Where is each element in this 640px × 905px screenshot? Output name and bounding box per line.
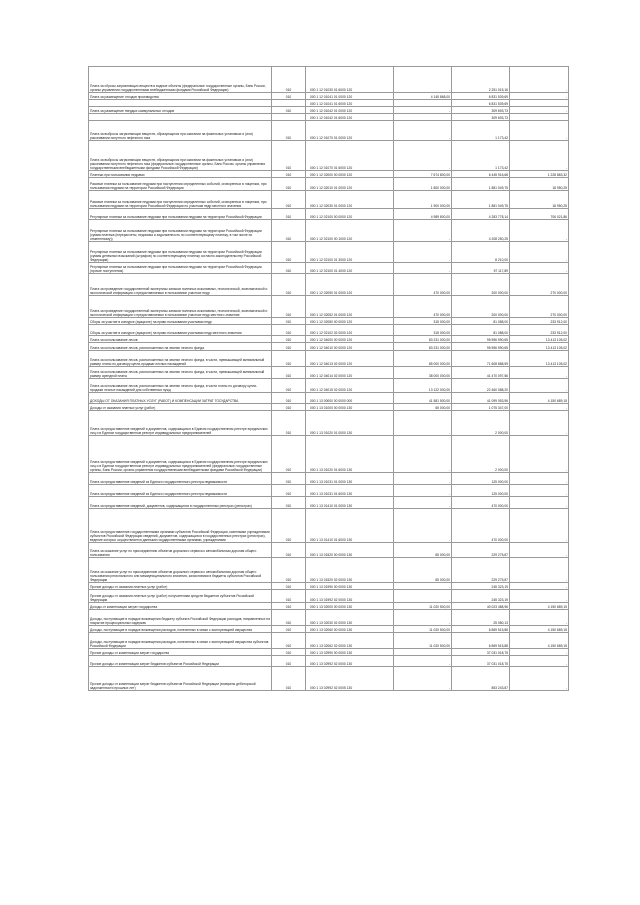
row-name-cell: Плата за предоставление государственными органами субъектов Российской Федерации, казенными учреждениями субъектов Российской Федерации сведений, документов, содержащихся в государственных реестрах (регистрах), ведение которых осуществляется данными государственными органами, учреждениями bbox=[89, 509, 272, 543]
row-plan-cell: - bbox=[394, 67, 452, 93]
row-name-cell: Разовые платежи за пользование недрами при наступлении определенных событий, оговоренных в лицензии, при пользовании недрами на территории Российской Федерации по участкам недр местного значения bbox=[89, 191, 272, 209]
row-left-cell: 270 000,00 bbox=[510, 296, 569, 318]
row-kbk-cell: 000 1 13 00000 00 0000 000 bbox=[306, 393, 394, 404]
row-left-cell: - bbox=[510, 473, 569, 485]
row-name-cell bbox=[89, 100, 272, 107]
table-row bbox=[89, 367, 569, 379]
row-code-cell: 010 bbox=[272, 558, 306, 583]
row-done-cell: 4 283 778,14 bbox=[452, 209, 510, 220]
row-left-cell: - bbox=[510, 543, 569, 558]
row-kbk-cell: 000 1 12 01041 01 6000 120 bbox=[306, 100, 394, 107]
row-plan-cell: - bbox=[394, 220, 452, 242]
row-code-cell: 010 bbox=[272, 325, 306, 336]
table-row bbox=[89, 343, 569, 351]
row-plan-cell: 83 231 000,00 bbox=[394, 343, 452, 351]
row-name-cell: Плата за выбросы загрязняющих веществ, образующихся при сжигании на факельных установках и (или) рассеивании попутного нефтяного газа bbox=[89, 121, 272, 141]
row-left-cell: - bbox=[510, 67, 569, 93]
table-row bbox=[89, 436, 569, 473]
row-done-cell: 22 460 088,20 bbox=[452, 379, 510, 393]
row-plan-cell: - bbox=[394, 583, 452, 590]
row-kbk-cell: 000 1 13 01031 01 0000 130 bbox=[306, 473, 394, 485]
table-row bbox=[89, 393, 569, 404]
row-done-cell: 1 881 049,75 bbox=[452, 178, 510, 191]
row-code-cell: 010 bbox=[272, 436, 306, 473]
row-plan-cell: 13 122 000,00 bbox=[394, 379, 452, 393]
row-plan-cell: 4 145 868,00 bbox=[394, 93, 452, 100]
row-left-cell: - bbox=[510, 583, 569, 590]
row-code-cell: 010 bbox=[272, 296, 306, 318]
row-code-cell: 010 bbox=[272, 343, 306, 351]
row-kbk-cell: 000 1 13 01990 00 0000 130 bbox=[306, 583, 394, 590]
row-left-cell: - bbox=[510, 667, 569, 691]
row-kbk-cell: 000 1 13 01992 02 0000 130 bbox=[306, 590, 394, 603]
row-plan-cell bbox=[394, 100, 452, 107]
row-plan-cell: 1 800 000,00 bbox=[394, 178, 452, 191]
row-name-cell: Плата за использование лесов, расположенных на землях лесного фонда, в части, превышающей минимальный размер арендной платы bbox=[89, 367, 272, 379]
row-plan-cell: 65 000,00 bbox=[394, 543, 452, 558]
table-row bbox=[89, 411, 569, 436]
row-plan-cell: - bbox=[394, 141, 452, 171]
row-code-cell: 010 bbox=[272, 485, 306, 497]
row-plan-cell: 315 000,00 bbox=[394, 325, 452, 336]
row-code-cell: 010 bbox=[272, 336, 306, 343]
table-row bbox=[89, 626, 569, 633]
row-code-cell: 010 bbox=[272, 473, 306, 485]
row-done-cell: 41 099 053,96 bbox=[452, 393, 510, 404]
row-left-cell: 1 228 883,32 bbox=[510, 171, 569, 178]
table-row bbox=[89, 558, 569, 583]
row-left-cell: 4 150 689,15 bbox=[510, 603, 569, 610]
row-plan-cell: - bbox=[394, 107, 452, 114]
row-name-cell: Регулярные платежи за пользование недрами при пользовании недрами на территории Российской Федерации (сумма платежа (перерасчеты, недоимка и задолженность по соответствующему платежу, в том числе по отмененному)) bbox=[89, 220, 272, 242]
row-plan-cell: - bbox=[394, 485, 452, 497]
row-done-cell: 125 000,00 bbox=[452, 473, 510, 485]
row-kbk-cell: 000 1 12 04000 00 0000 120 bbox=[306, 336, 394, 343]
row-kbk-cell: 000 1 13 01410 01 6000 130 bbox=[306, 509, 394, 543]
row-code-cell: 010 bbox=[272, 191, 306, 209]
row-done-cell: 309 693,73 bbox=[452, 107, 510, 114]
row-done-cell: 4 208 250,25 bbox=[452, 220, 510, 242]
table-row bbox=[89, 242, 569, 263]
row-name-cell: Плата за предоставление сведений из Единого государственного реестра недвижимости bbox=[89, 473, 272, 485]
row-kbk-cell: 000 1 12 02100 01 4000 120 bbox=[306, 263, 394, 274]
row-kbk-cell: 000 1 13 01520 00 0000 130 bbox=[306, 543, 394, 558]
table-row bbox=[89, 296, 569, 318]
row-plan-cell: - bbox=[394, 656, 452, 667]
row-code-cell: 010 bbox=[272, 141, 306, 171]
row-plan-cell: 11 020 500,00 bbox=[394, 626, 452, 633]
table-row bbox=[89, 351, 569, 367]
row-code-cell: 010 bbox=[272, 351, 306, 367]
row-left-cell: 233 912,00 bbox=[510, 325, 569, 336]
row-kbk-cell: 000 1 13 01031 01 6000 130 bbox=[306, 485, 394, 497]
row-name-cell: Плата за использование лесов bbox=[89, 336, 272, 343]
row-name-cell: Плата за предоставление сведений, документов, содержащихся в государственных реестрах (регистрах) bbox=[89, 497, 272, 509]
table-row bbox=[89, 93, 569, 100]
row-name-cell: Прочие доходы от оказания платных услуг (работ) bbox=[89, 583, 272, 590]
row-code-cell: 010 bbox=[272, 67, 306, 93]
row-done-cell: 229 275,87 bbox=[452, 543, 510, 558]
row-name-cell: Плата за выбросы загрязняющих веществ, образующихся при сжигании на факельных установках и (или) рассеивании попутного нефтяного газа (федеральные государственные органы, Банк России, органы управления государственными внебюджетными фондами Российской Федерации) bbox=[89, 141, 272, 171]
row-name-cell: Прочие доходы от компенсации затрат бюджетов субъектов Российской Федерации (возвраты дебиторской задолженности прошлых лет) bbox=[89, 667, 272, 691]
row-kbk-cell: 000 1 12 02000 00 0000 120 bbox=[306, 171, 394, 178]
row-done-cell: 71 608 888,59 bbox=[452, 351, 510, 367]
row-name-cell: Регулярные платежи за пользование недрами при пользовании недрами на территории Российской Федерации (суммы денежных взысканий (штрафов) по соответствующему платежу согласно законодательству Российской Федерации) bbox=[89, 242, 272, 263]
table-row bbox=[89, 603, 569, 610]
table-row bbox=[89, 497, 569, 509]
row-kbk-cell: 000 1 13 01520 02 0000 130 bbox=[306, 558, 394, 583]
row-plan-cell: 65 000,00 bbox=[394, 404, 452, 411]
row-left-cell: 233 912,00 bbox=[510, 318, 569, 325]
table-row bbox=[89, 379, 569, 393]
table-row bbox=[89, 325, 569, 336]
row-done-cell: 81 088,00 bbox=[452, 325, 510, 336]
row-code-cell: 010 bbox=[272, 583, 306, 590]
row-plan-cell: - bbox=[394, 610, 452, 626]
row-name-cell: Плата за проведение государственной экспертизы запасов полезных ископаемых, геологической, экономической и экологической информации о предоставляемых в пользование участках недр bbox=[89, 274, 272, 296]
row-code-cell: 010 bbox=[272, 667, 306, 691]
row-done-cell: 41 470 097,56 bbox=[452, 367, 510, 379]
table-row bbox=[89, 274, 569, 296]
row-left-cell: 4 150 689,15 bbox=[510, 393, 569, 404]
row-code-cell: 010 bbox=[272, 590, 306, 603]
row-code-cell: 010 bbox=[272, 274, 306, 296]
row-kbk-cell: 000 1 12 02052 01 0000 120 bbox=[306, 296, 394, 318]
row-plan-cell: 65 000,00 bbox=[394, 558, 452, 583]
row-left-cell: 18 950,25 bbox=[510, 191, 569, 209]
table-row bbox=[89, 633, 569, 649]
row-name-cell: Доходы от оказания платных услуг (работ) bbox=[89, 404, 272, 411]
row-name-cell: Плата за предоставление сведений и документов, содержащихся в Едином государственном реестре юридических лиц и в Едином государственном реестре индивидуальных предпринимателей bbox=[89, 411, 272, 436]
row-kbk-cell: 000 1 12 02080 00 0000 120 bbox=[306, 318, 394, 325]
row-left-cell: 4 150 689,15 bbox=[510, 633, 569, 649]
table-row bbox=[89, 209, 569, 220]
row-kbk-cell: 000 1 13 01410 01 0000 130 bbox=[306, 497, 394, 509]
table-row bbox=[89, 667, 569, 691]
row-left-cell: - bbox=[510, 93, 569, 100]
table-row bbox=[89, 473, 569, 485]
row-kbk-cell: 000 1 13 01020 01 6000 130 bbox=[306, 436, 394, 473]
row-left-cell: - bbox=[510, 656, 569, 667]
table-row bbox=[89, 191, 569, 209]
row-name-cell: Плата за оказание услуг по присоединению объектов дорожного сервиса к автомобильным дорогам общего пользования регионального или межмуниципального значения, зачисляемая в бюджеты субъектов Российской Федерации bbox=[89, 558, 272, 583]
row-name-cell bbox=[89, 114, 272, 121]
table-row bbox=[89, 404, 569, 411]
table-row bbox=[89, 67, 569, 93]
row-done-cell: 6 445 916,68 bbox=[452, 171, 510, 178]
table-row bbox=[89, 590, 569, 603]
row-name-cell: Прочие доходы от компенсации затрат бюджетов субъектов Российской Федерации bbox=[89, 656, 272, 667]
row-code-cell: 010 bbox=[272, 209, 306, 220]
row-plan-cell: - bbox=[394, 121, 452, 141]
row-plan-cell: 4 989 800,00 bbox=[394, 209, 452, 220]
table-row bbox=[89, 107, 569, 114]
row-left-cell: - bbox=[510, 649, 569, 656]
row-plan-cell: - bbox=[394, 590, 452, 603]
row-done-cell: 95 596 590,65 bbox=[452, 343, 510, 351]
row-kbk-cell: 000 1 12 01070 01 0000 120 bbox=[306, 121, 394, 141]
row-name-cell: Плата за использование лесов, расположенных на землях лесного фонда, в части платы по договору купли-продажи лесных насаждений для собственных нужд bbox=[89, 379, 272, 393]
table-row bbox=[89, 336, 569, 343]
row-done-cell: 470 000,00 bbox=[452, 497, 510, 509]
row-plan-cell: - bbox=[394, 436, 452, 473]
row-done-cell: 309 693,73 bbox=[452, 114, 510, 121]
row-kbk-cell: 000 1 12 02100 01 3000 120 bbox=[306, 242, 394, 263]
table-row bbox=[89, 220, 569, 242]
row-done-cell: 37 031 018,75 bbox=[452, 649, 510, 656]
row-name-cell: Доходы, поступающие в порядке возмещения бюджету субъекта Российской Федерации расходов, направленных на покрытие процессуальных издержек bbox=[89, 610, 272, 626]
row-done-cell: 2 000,00 bbox=[452, 411, 510, 436]
row-done-cell: 853 243,87 bbox=[452, 667, 510, 691]
row-plan-cell: 315 000,00 bbox=[394, 318, 452, 325]
row-left-cell: - bbox=[510, 263, 569, 274]
row-code-cell: 010 bbox=[272, 411, 306, 436]
row-left-cell: - bbox=[510, 379, 569, 393]
row-done-cell: 40 023 488,96 bbox=[452, 603, 510, 610]
table-row bbox=[89, 610, 569, 626]
row-left-cell: - bbox=[510, 558, 569, 583]
row-left-cell: - bbox=[510, 590, 569, 603]
row-code-cell: 010 bbox=[272, 603, 306, 610]
row-code-cell: 010 bbox=[272, 610, 306, 626]
row-left-cell: - bbox=[510, 610, 569, 626]
row-name-cell: Плата за использование лесов, расположенных на землях лесного фонда, в части, превышающей минимальный размер платы по договору купли-продажи лесных насаждений bbox=[89, 351, 272, 367]
row-code-cell: 010 bbox=[272, 178, 306, 191]
row-kbk-cell: 000 1 12 02100 00 1000 120 bbox=[306, 220, 394, 242]
row-name-cell: Сборы за участие в конкурсе (аукционе) на право пользования участками недр местного значения bbox=[89, 325, 272, 336]
row-name-cell: Плата за использование лесов, расположенных на землях лесного фонда bbox=[89, 343, 272, 351]
row-plan-cell: - bbox=[394, 497, 452, 509]
row-plan-cell: - bbox=[394, 667, 452, 691]
row-plan-cell: - bbox=[394, 509, 452, 543]
row-name-cell: Плата за проведение государственной экспертизы запасов полезных ископаемых, геологической, экономической и экологической информации о предоставляемых в пользование участках недр местного значения bbox=[89, 296, 272, 318]
row-code-cell: 010 bbox=[272, 404, 306, 411]
table-row bbox=[89, 141, 569, 171]
row-plan-cell: 470 000,00 bbox=[394, 296, 452, 318]
row-kbk-cell: 000 1 13 02990 00 0000 130 bbox=[306, 649, 394, 656]
row-kbk-cell: 000 1 12 02100 00 0000 120 bbox=[306, 209, 394, 220]
row-done-cell: 1 173,42 bbox=[452, 121, 510, 141]
row-code-cell: 010 bbox=[272, 263, 306, 274]
row-code-cell: 010 bbox=[272, 543, 306, 558]
row-plan-cell: 38 000 000,00 bbox=[394, 367, 452, 379]
row-kbk-cell: 000 1 13 02992 02 0005 130 bbox=[306, 667, 394, 691]
row-name-cell: Плата за предоставление сведений и документов, содержащихся в Едином государственном реестре юридических лиц и в Едином государственном реестре индивидуальных предпринимателей (федеральные государственные органы, Банк России, органы управления государственными внебюджетными фондами Российской Федерации) bbox=[89, 436, 272, 473]
row-left-cell: - bbox=[510, 242, 569, 263]
table-row bbox=[89, 485, 569, 497]
row-name-cell: ДОХОДЫ ОТ ОКАЗАНИЯ ПЛАТНЫХ УСЛУГ (РАБОТ) И КОМПЕНСАЦИИ ЗАТРАТ ГОСУДАРСТВА bbox=[89, 393, 272, 404]
row-name-cell: Доходы, поступающие в порядке возмещения расходов, понесенных в связи с эксплуатацией имущества субъектов Российской Федерации bbox=[89, 633, 272, 649]
row-done-cell: 245 323,19 bbox=[452, 590, 510, 603]
row-plan-cell: - bbox=[394, 473, 452, 485]
row-done-cell: 25 080,13 bbox=[452, 610, 510, 626]
row-kbk-cell: 000 1 12 01042 01 6000 120 bbox=[306, 114, 394, 121]
row-left-cell: 13 413 105,02 bbox=[510, 336, 569, 343]
row-name-cell: Плата за предоставление сведений из Единого государственного реестра недвижимости bbox=[89, 485, 272, 497]
row-name-cell: Регулярные платежи за пользование недрами при пользовании недрами на территории Российской Федерации (прочие поступления) bbox=[89, 263, 272, 274]
row-plan-cell: - bbox=[394, 649, 452, 656]
row-code-cell: 010 bbox=[272, 649, 306, 656]
row-code-cell: 010 bbox=[272, 626, 306, 633]
row-plan-cell: 83 231 000,00 bbox=[394, 336, 452, 343]
row-left-cell bbox=[510, 114, 569, 121]
row-code-cell: 010 bbox=[272, 242, 306, 263]
row-done-cell: 1 075 347,00 bbox=[452, 404, 510, 411]
row-left-cell: 4 150 689,15 bbox=[510, 626, 569, 633]
row-done-cell: 2 251 015,16 bbox=[452, 67, 510, 93]
row-kbk-cell: 000 1 12 04015 02 0000 120 bbox=[306, 379, 394, 393]
row-plan-cell: 85 000 000,00 bbox=[394, 351, 452, 367]
row-kbk-cell: 000 1 13 02062 02 0000 130 bbox=[306, 633, 394, 649]
row-name-cell: Разовые платежи за пользование недрами при наступлении определенных событий, оговоренных в лицензии, при пользовании недрами на территории Российской Федерации bbox=[89, 178, 272, 191]
row-done-cell: 1 881 049,75 bbox=[452, 191, 510, 209]
row-code-cell: 010 bbox=[272, 220, 306, 242]
row-kbk-cell: 000 1 12 04013 02 0000 120 bbox=[306, 351, 394, 367]
row-done-cell: 200 000,00 bbox=[452, 296, 510, 318]
row-left-cell: - bbox=[510, 411, 569, 436]
row-kbk-cell: 000 1 12 01030 01 6000 120 bbox=[306, 67, 394, 93]
row-left-cell: - bbox=[510, 509, 569, 543]
row-code-cell: 010 bbox=[272, 509, 306, 543]
row-plan-cell: - bbox=[394, 263, 452, 274]
row-kbk-cell: 000 1 13 02060 00 0000 130 bbox=[306, 626, 394, 633]
row-plan-cell bbox=[394, 114, 452, 121]
row-kbk-cell: 000 1 13 01000 00 0000 130 bbox=[306, 404, 394, 411]
row-kbk-cell: 000 1 13 02030 02 0000 130 bbox=[306, 610, 394, 626]
row-kbk-cell: 000 1 12 02102 02 0000 120 bbox=[306, 325, 394, 336]
row-name-cell: Плата за оказание услуг по присоединению объектов дорожного сервиса к автомобильным дорогам общего пользования bbox=[89, 543, 272, 558]
row-name-cell: Прочие доходы от компенсации затрат государства bbox=[89, 649, 272, 656]
row-code-cell bbox=[272, 100, 306, 107]
row-plan-cell: 1 900 000,00 bbox=[394, 191, 452, 209]
row-name-cell: Платежи при пользовании недрами bbox=[89, 171, 272, 178]
row-done-cell: 6 869 515,88 bbox=[452, 626, 510, 633]
row-code-cell: 010 bbox=[272, 497, 306, 509]
row-code-cell: 010 bbox=[272, 171, 306, 178]
table-row bbox=[89, 649, 569, 656]
row-done-cell: 1 173,42 bbox=[452, 141, 510, 171]
row-code-cell: 010 bbox=[272, 656, 306, 667]
row-plan-cell: - bbox=[394, 411, 452, 436]
row-done-cell: 125 000,00 bbox=[452, 485, 510, 497]
row-done-cell: 8 210,00 bbox=[452, 242, 510, 263]
row-plan-cell: 41 581 500,00 bbox=[394, 393, 452, 404]
table-row bbox=[89, 171, 569, 178]
row-kbk-cell: 000 1 12 01041 01 0000 120 bbox=[306, 93, 394, 100]
row-code-cell: 010 bbox=[272, 379, 306, 393]
row-left-cell: - bbox=[510, 220, 569, 242]
row-left-cell: - bbox=[510, 485, 569, 497]
row-kbk-cell: 000 1 12 01070 01 6000 120 bbox=[306, 141, 394, 171]
row-name-cell: Плата за размещение твердых коммунальных отходов bbox=[89, 107, 272, 114]
row-done-cell: 6 869 515,88 bbox=[452, 633, 510, 649]
report-table bbox=[88, 66, 569, 691]
row-left-cell: - bbox=[510, 367, 569, 379]
row-plan-cell: - bbox=[394, 242, 452, 263]
row-kbk-cell: 000 1 12 02030 01 0000 120 bbox=[306, 191, 394, 209]
row-left-cell: 13 413 105,02 bbox=[510, 343, 569, 351]
row-done-cell: 2 000,00 bbox=[452, 436, 510, 473]
table-row bbox=[89, 114, 569, 121]
row-left-cell: - bbox=[510, 497, 569, 509]
row-name-cell: Доходы, поступающие в порядке возмещения расходов, понесенных в связи с эксплуатацией имущества bbox=[89, 626, 272, 633]
row-kbk-cell: 000 1 13 01020 01 0000 130 bbox=[306, 411, 394, 436]
row-done-cell: 95 596 590,65 bbox=[452, 336, 510, 343]
row-left-cell: - bbox=[510, 141, 569, 171]
row-kbk-cell: 000 1 12 04014 02 0000 120 bbox=[306, 367, 394, 379]
row-left-cell bbox=[510, 100, 569, 107]
row-done-cell: 6 831 539,69 bbox=[452, 100, 510, 107]
row-left-cell: - bbox=[510, 107, 569, 114]
row-done-cell: 37 031 018,75 bbox=[452, 656, 510, 667]
table-row bbox=[89, 121, 569, 141]
row-kbk-cell: 000 1 12 02010 01 0000 120 bbox=[306, 178, 394, 191]
row-name-cell: Доходы от компенсации затрат государства bbox=[89, 603, 272, 610]
row-kbk-cell: 000 1 12 04010 00 0000 120 bbox=[306, 343, 394, 351]
row-code-cell: 010 bbox=[272, 93, 306, 100]
row-plan-cell: 7 674 800,00 bbox=[394, 171, 452, 178]
row-kbk-cell: 000 1 13 02992 02 0000 130 bbox=[306, 656, 394, 667]
row-plan-cell: 11 020 500,00 bbox=[394, 603, 452, 610]
row-code-cell: 010 bbox=[272, 121, 306, 141]
row-left-cell: 18 950,25 bbox=[510, 178, 569, 191]
row-name-cell: Плата за размещение отходов производства bbox=[89, 93, 272, 100]
row-kbk-cell: 000 1 13 02000 00 0000 130 bbox=[306, 603, 394, 610]
row-code-cell bbox=[272, 114, 306, 121]
row-done-cell: 81 088,00 bbox=[452, 318, 510, 325]
table-row bbox=[89, 318, 569, 325]
row-name-cell: Регулярные платежи за пользование недрами при пользовании недрами на территории Российской Федерации bbox=[89, 209, 272, 220]
row-code-cell: 010 bbox=[272, 367, 306, 379]
row-code-cell: 010 bbox=[272, 318, 306, 325]
row-kbk-cell: 000 1 12 01042 01 0000 120 bbox=[306, 107, 394, 114]
table-row bbox=[89, 100, 569, 107]
row-done-cell: 57 117,89 bbox=[452, 263, 510, 274]
row-name-cell: Сборы за участие в конкурсе (аукционе) на право пользования участками недр bbox=[89, 318, 272, 325]
row-left-cell: 270 000,00 bbox=[510, 274, 569, 296]
row-left-cell: - bbox=[510, 404, 569, 411]
row-code-cell: 010 bbox=[272, 633, 306, 649]
row-left-cell: 13 413 105,02 bbox=[510, 351, 569, 367]
row-plan-cell: 470 000,00 bbox=[394, 274, 452, 296]
row-kbk-cell: 000 1 12 02050 01 0000 120 bbox=[306, 274, 394, 296]
row-code-cell: 010 bbox=[272, 393, 306, 404]
row-done-cell: 470 000,00 bbox=[452, 509, 510, 543]
row-left-cell: - bbox=[510, 436, 569, 473]
row-left-cell: - bbox=[510, 121, 569, 141]
table-row bbox=[89, 178, 569, 191]
table-row bbox=[89, 583, 569, 590]
row-name-cell: Прочие доходы от оказания платных услуг (работ) получателями средств бюджетов субъектов Российской Федерации bbox=[89, 590, 272, 603]
table-row bbox=[89, 509, 569, 543]
row-done-cell: 229 275,87 bbox=[452, 558, 510, 583]
row-done-cell: 245 323,19 bbox=[452, 583, 510, 590]
row-name-cell: Плата за сбросы загрязняющих веществ в водные объекты (федеральные государственные органы, Банк России, органы управления государственными внебюджетными фондами Российской Федерации) bbox=[89, 67, 272, 93]
table-row bbox=[89, 656, 569, 667]
row-plan-cell: 11 020 500,00 bbox=[394, 633, 452, 649]
table-row bbox=[89, 543, 569, 558]
row-left-cell: 706 021,86 bbox=[510, 209, 569, 220]
table-row bbox=[89, 263, 569, 274]
row-code-cell: 010 bbox=[272, 107, 306, 114]
row-done-cell: 6 831 539,69 bbox=[452, 93, 510, 100]
row-done-cell: 200 000,00 bbox=[452, 274, 510, 296]
